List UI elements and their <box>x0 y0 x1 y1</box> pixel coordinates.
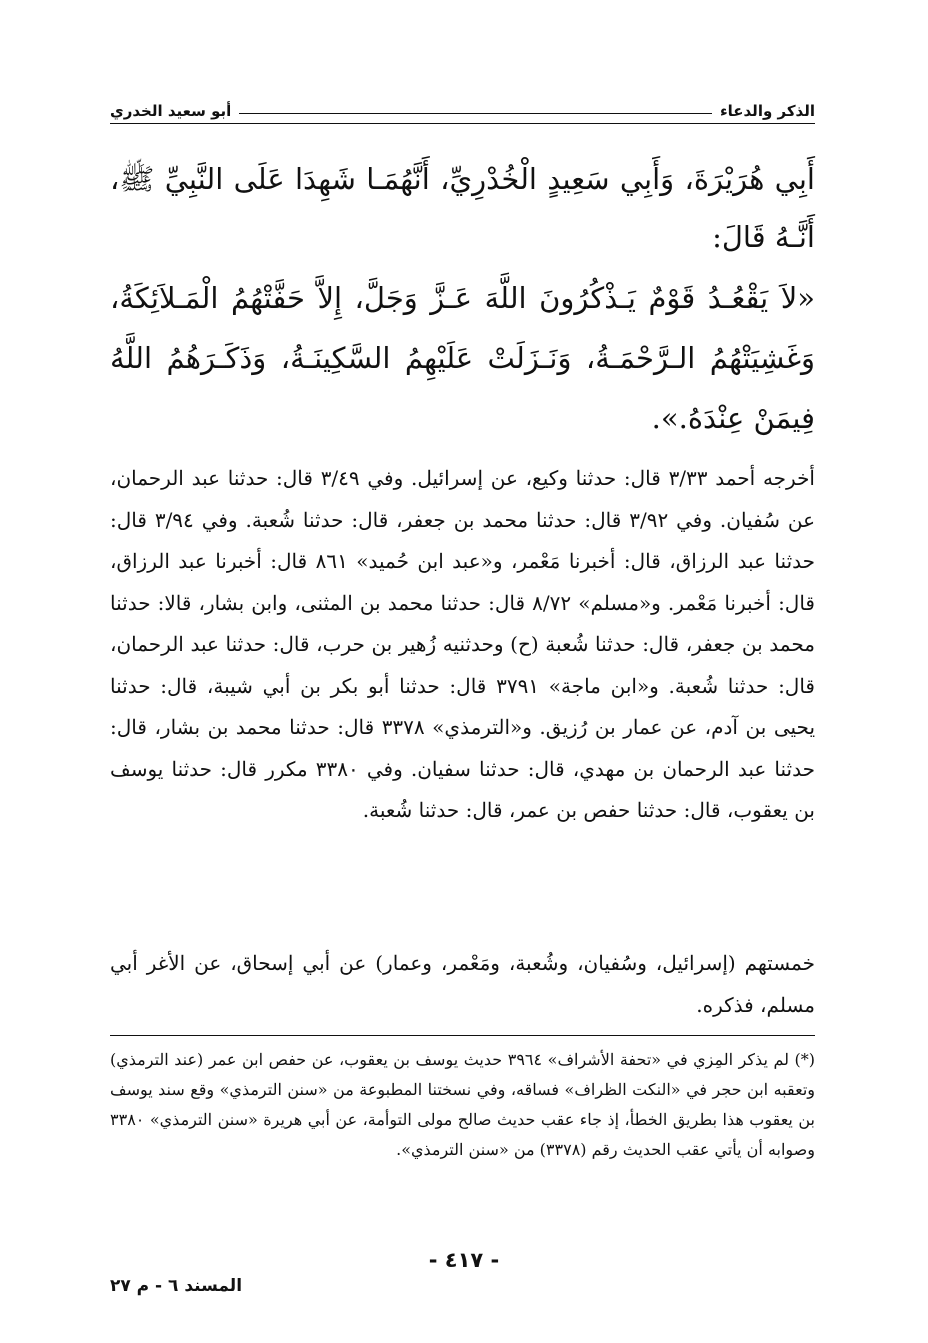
hadith-matn-text: «لاَ يَقْعُـدُ قَوْمٌ يَـذْكُرُونَ اللَّهَ عَـزَّ وَجَلَّ، إِلاَّ حَفَّتْهُمُ الْمَـلاَئِكَةُ، وَغَشِيَتْهُمُ الـرَّحْمَـةُ، وَنَـزَلَتْ عَلَيْهِمُ السَّكِينَـةُ، وَذَكَـرَهُمُ اللَّهُ فِيمَنْ عِنْدَهُ.». <box>110 281 815 435</box>
hadith-intro <box>110 150 815 266</box>
footnote <box>110 1045 815 1165</box>
summary-paragraph <box>110 943 815 1026</box>
footnote-separator <box>110 1035 815 1036</box>
summary-text: خمستهم (إسرائيل، وسُفيان، وشُعبة، ومَعْمر، وعمار) عن أبي إسحاق، عن الأغر أبي مسلم، فذكره. <box>110 951 815 1017</box>
takhrij-text: أخرجه أحمد ٣/٣٣ قال: حدثنا وكيع، عن إسرائيل. وفي ٣/٤٩ قال: حدثنا عبد الرحمان، عن سُفيان. وفي ٣/٩٢ قال: حدثنا محمد بن جعفر، قال: حدثنا شُعبة. وفي ٣/٩٤ قال: حدثنا عبد الرزاق، قال: أخبرنا مَعْمر، و«عبد ابن حُميد» ٨٦١ قال: أخبرنا عبد الرزاق، قال: أخبرنا مَعْمر. و«مسلم» ٨/٧٢ قال: حدثنا محمد بن المثنى، وابن بشار، قالا: حدثنا محمد بن جعفر، قال: حدثنا شُعبة (ح) وحدثنيه زُهير بن حرب، قال: حدثنا عبد الرحمان، قال: حدثنا شُعبة. و«ابن ماجة» ٣٧٩١ قال: حدثنا أبو بكر بن أبي شيبة، قال: حدثنا يحيى بن آدم، عن عمار بن رُزيق. و«الترمذي» ٣٣٧٨ قال: حدثنا محمد بن بشار، قال: حدثنا عبد الرحمان بن مهدي، قال: حدثنا سفيان. وفي ٣٣٨٠ مكرر قال: حدثنا يوسف بن يعقوب، قال: حدثنا حفص بن عمر، قال: حدثنا شُعبة. <box>110 466 816 822</box>
printer-signature: المسند ٦ - م ٢٧ <box>110 1276 243 1296</box>
page-number: - ٤١٧ - <box>428 1248 500 1272</box>
running-head <box>110 90 815 120</box>
hadith-intro-text: أَبِي هُرَيْرَةَ، وَأَبِي سَعِيدٍ الْخُدْرِيِّ، أَنَّهُمَـا شَهِدَا عَلَى النَّبِيِّ ﷺ، أَنَّـهُ قَالَ: <box>110 162 815 254</box>
section-title: الذكر والدعاء <box>719 102 815 120</box>
footnote-text: (*) لم يذكر المِزي في «تحفة الأشراف» ٣٩٦٤ حديث يوسف بن يعقوب، عن حفص ابن عمر (عند الترمذي) وتعقبه ابن حجر في «النكت الظراف» فساقه، وفي نسختنا المطبوعة من «سنن الترمذي» وقع سند يوسف بن يعقوب هذا بطريق الخطأ، إذ جاء عقب حديث صالح مولى التوأمة، عن أبي هريرة «سنن الترمذي» ٣٣٨٠ وصوابه أن يأتي عقب الحديث رقم (٣٣٧٨) من «سنن الترمذي». <box>110 1050 815 1159</box>
narrator-title: أبو سعيد الخدري <box>110 102 232 120</box>
hadith-matn <box>110 268 815 448</box>
header-underline <box>110 123 815 124</box>
takhrij-paragraph <box>110 458 815 832</box>
header-rule <box>239 103 712 114</box>
